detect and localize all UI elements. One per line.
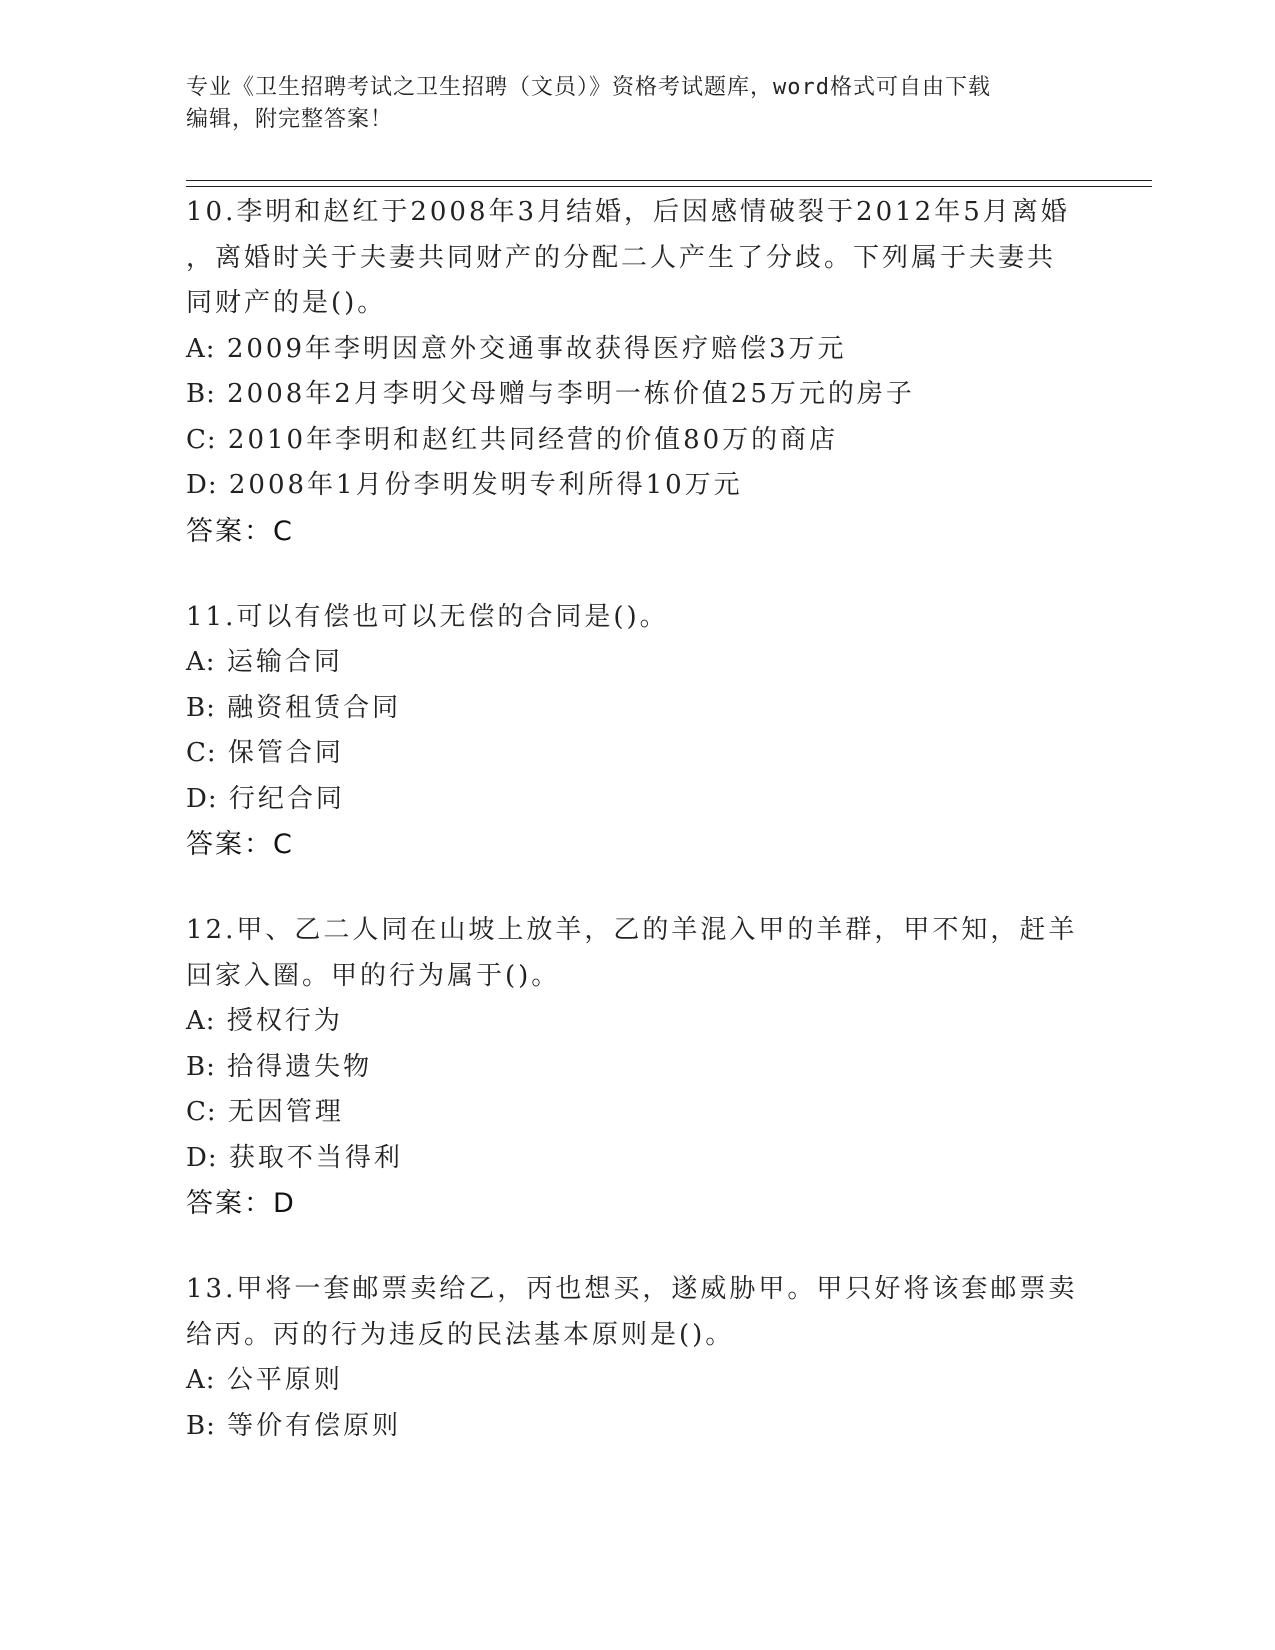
option-letter: B:	[186, 692, 216, 723]
header-line-1: 专业《卫生招聘考试之卫生招聘（文员）》资格考试题库，word格式可自由下载	[186, 75, 991, 100]
option-text: 公平原则	[226, 1365, 343, 1395]
option-text: 授权行为	[226, 1006, 343, 1036]
question-stem-line: 11.可以有偿也可以无偿的合同是()。	[186, 601, 669, 632]
option-letter: C:	[186, 1097, 217, 1127]
option-text: 行纪合同	[228, 783, 345, 814]
option-letter: A:	[186, 333, 216, 364]
option-letter: A:	[186, 1365, 216, 1395]
answer-key: 答案：D	[186, 1188, 296, 1219]
answer-option	[186, 1404, 1086, 1450]
answer-option	[186, 777, 1086, 823]
option-text: 保管合同	[227, 738, 344, 768]
answer-option	[186, 1045, 1086, 1091]
option-text: 2010年李明和赵红共同经营的价值80万的商店	[227, 424, 839, 455]
question-item	[186, 908, 1086, 1227]
question-stem-line: 给丙。丙的行为违反的民法基本原则是()。	[186, 1319, 735, 1350]
question-item	[186, 595, 1086, 869]
answer-option	[186, 1358, 1086, 1404]
option-letter: A:	[186, 647, 216, 677]
option-text: 无因管理	[227, 1097, 344, 1127]
document-header	[186, 72, 1066, 136]
answer-option	[186, 1090, 1086, 1136]
option-letter: D:	[186, 1142, 218, 1173]
answer-option	[186, 640, 1086, 686]
option-text: 等价有偿原则	[227, 1410, 402, 1441]
answer-option	[186, 1136, 1086, 1182]
option-text: 2008年1月份李明发明专利所得10万元	[228, 470, 743, 500]
question-item	[186, 190, 1086, 555]
question-stem-line: 回家入圈。甲的行为属于()。	[186, 960, 561, 991]
question-stem-line: 10.李明和赵红于2008年3月结婚，后因感情破裂于2012年5月离婚	[186, 197, 1070, 227]
option-text: 拾得遗失物	[227, 1051, 373, 1082]
option-letter: B:	[186, 379, 216, 409]
option-letter: C:	[186, 738, 217, 768]
option-letter: B:	[186, 1410, 216, 1441]
option-text: 2009年李明因意外交通事故获得医疗赔偿3万元	[226, 333, 847, 364]
answer-option	[186, 418, 1086, 464]
question-stem-line: ，离婚时关于夫妻共同财产的分配二人产生了分歧。下列属于夫妻共	[186, 242, 1057, 273]
option-letter: B:	[186, 1051, 216, 1082]
answer-option	[186, 372, 1086, 418]
option-letter: C:	[186, 424, 217, 455]
header-divider-bottom	[186, 186, 1152, 187]
option-text: 2008年2月李明父母赠与李明一栋价值25万元的房子	[227, 379, 915, 409]
question-stem-line: 同财产的是()。	[186, 288, 387, 318]
answer-option	[186, 731, 1086, 777]
option-text: 获取不当得利	[228, 1142, 403, 1173]
answer-option	[186, 999, 1086, 1045]
answer-option	[186, 686, 1086, 732]
option-letter: D:	[186, 783, 218, 814]
option-text: 融资租赁合同	[227, 692, 402, 723]
option-text: 运输合同	[226, 647, 343, 677]
header-line-2: 编辑，附完整答案！	[186, 107, 394, 132]
question-stem-line: 12.甲、乙二人同在山坡上放羊，乙的羊混入甲的羊群，甲不知，赶羊	[186, 915, 1078, 945]
question-list	[186, 190, 1086, 1489]
option-letter: D:	[186, 470, 218, 500]
answer-option	[186, 463, 1086, 509]
answer-key: 答案：C	[186, 515, 294, 547]
question-stem-line: 13.甲将一套邮票卖给乙，丙也想买，遂威胁甲。甲只好将该套邮票卖	[186, 1274, 1078, 1304]
question-item	[186, 1267, 1086, 1449]
option-letter: A:	[186, 1006, 216, 1036]
answer-option	[186, 327, 1086, 373]
header-divider-top	[186, 180, 1152, 181]
answer-key: 答案：C	[186, 829, 294, 860]
